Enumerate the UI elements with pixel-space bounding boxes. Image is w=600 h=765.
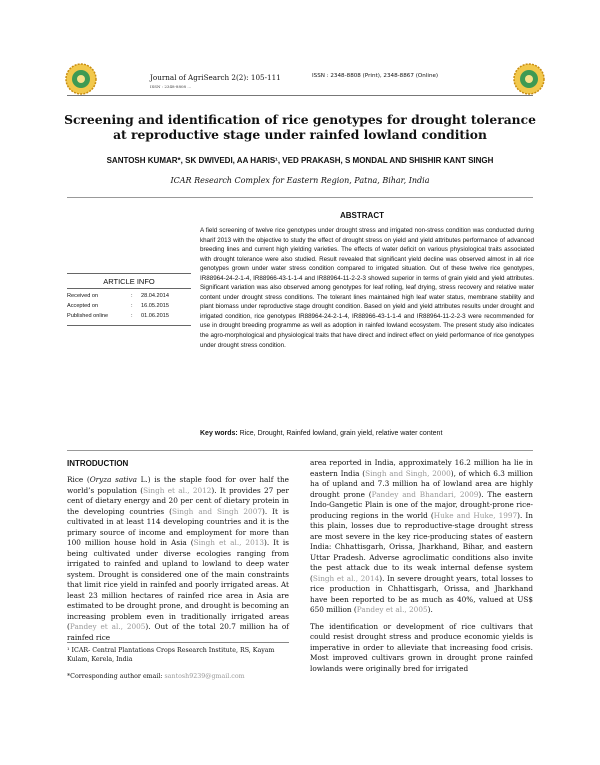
info-row-accepted	[67, 303, 191, 313]
info-colon: :	[131, 303, 133, 309]
corresponding-label: *Corresponding author email:	[67, 673, 165, 680]
body-text: ). Out of the total 20.7 million ha of rainfed rice	[67, 622, 289, 642]
body-text: L.) is the staple food for over half the world’s population (	[67, 475, 289, 495]
journal-citation: Journal of AgriSearch 2(2): 105-111	[150, 73, 281, 82]
citation-link[interactable]: Pandey et al., 2005	[356, 605, 428, 614]
info-row-received	[67, 293, 191, 303]
body-text: ), of which 6.3 million ha of upland and 7.3 million ha of lowland area are highly drought prone (	[310, 468, 534, 499]
info-colon: :	[131, 313, 133, 319]
corresponding-email-link[interactable]: santosh9239@gmail.com	[164, 673, 245, 680]
journal-subline: ISSN : 2348-8808 ...	[150, 84, 192, 89]
keywords	[200, 430, 534, 437]
species-name: Oryza sativa	[89, 475, 137, 484]
abstract-heading: ABSTRACT	[340, 211, 384, 220]
citation-link[interactable]: Singh et al., 2012	[143, 485, 212, 495]
journal-logo-right	[512, 62, 546, 96]
citation-link[interactable]: Pandey et al., 2005	[69, 622, 146, 631]
info-value: 01.06.2015	[141, 313, 169, 319]
citation-link[interactable]: Singh and Singh 2007	[171, 506, 262, 516]
body-column-right	[310, 458, 533, 674]
body-text: ). In severe drought years, total losses to rice production in Chhattisgarh, Orissa, and Jharkhand have been reported to be as much as 40%, valued at US$ 650 million (	[310, 573, 533, 614]
body-text: ). It is cultivated in at least 114 developing countries and it is the primary source of income and employment for more than 100 million house hold in Asia (	[67, 506, 289, 547]
keywords-divider	[67, 450, 533, 451]
journal-logo-left	[64, 62, 98, 96]
info-row-published	[67, 313, 191, 323]
journal-header	[150, 73, 281, 91]
citation-link[interactable]: Singh et al., 2014	[312, 573, 380, 583]
introduction-heading: INTRODUCTION	[67, 459, 129, 468]
keywords-label: Key words:	[200, 430, 238, 437]
info-label: Accepted on	[67, 303, 99, 309]
info-mid-rule	[67, 288, 191, 289]
title-divider	[67, 197, 533, 198]
info-value: 28.04.2014	[141, 293, 169, 299]
citation-link[interactable]: Huke and Huke, 1997	[433, 510, 518, 520]
citation-link[interactable]: Pandey and Bhandari, 2009	[371, 489, 479, 499]
body-text: Rice (	[67, 475, 90, 484]
body-text: ). It is being cultivated under diverse ecologies ranging from irrigated to rainfed and upland to lowland to deep water system. Drought is considered one of the main constraints that limit rice yield in rainfed and poorly irrigated areas. At least 23 million hectares of rainfed rice area in Asia are estimated to be drought prone, and drought is becoming an increasing problem even in traditionally irrigated areas (	[67, 538, 289, 631]
info-colon: :	[131, 293, 133, 299]
paper-title: Screening and identification of rice genotypes for drought tolerance at reproductive stage under rainfed lowland condition	[64, 112, 536, 142]
paragraph: The identification or development of rice cultivars that could resist drought stress and produce economic yields is imperative in order to alleviate that increasing food crisis. Most improved cultivars grown in drought prone rainfed lowlands were originally bred for irrigated	[310, 621, 533, 673]
header-divider	[67, 95, 533, 96]
body-column-left	[67, 475, 289, 643]
citation-link[interactable]: Singh et al., 2013	[193, 538, 265, 547]
info-label: Received on	[67, 293, 99, 299]
article-info-box	[67, 273, 191, 326]
body-text: ). In this plain, losses due to reproductive-stage drought stress are most severe in the key rice-producing states of eastern India: Chhattisgarh, Orissa, Jharkhand, Bihar, and eastern Uttar Pradesh. Adverse agroclimatic conditions also invite the pest attack due to its weak internal defense system (	[310, 510, 533, 583]
keywords-text: Rice, Drought, Rainfed lowland, grain yield, relative water content	[237, 430, 443, 437]
info-value: 16.05.2015	[141, 303, 169, 309]
paragraph	[310, 458, 533, 616]
article-info-heading: ARTICLE INFO	[103, 277, 155, 286]
body-text: ).	[427, 605, 433, 614]
footnote-correspondence	[67, 673, 289, 680]
info-label: Published online	[67, 313, 109, 319]
body-text: ). It provides 27 per cent of dietary energy and 20 per cent of dietary protein in the developing countries (	[67, 485, 289, 516]
footnote-affiliation: ¹ ICAR- Central Plantations Crops Research Institute, RS, Kayam Kulam, Kerela, India	[67, 647, 275, 663]
body-text: ). The eastern Indo-Gangetic Plain is one of the major, drought-prone rice-producing regions in the world (	[310, 489, 533, 520]
body-text: area reported in India, approximately 16.2 million ha lie in eastern India (	[310, 458, 533, 478]
footnote-divider	[67, 642, 289, 643]
author-list: SANTOSH KUMAR*, SK DWIVEDI, AA HARIS¹, VED PRAKASH, S MONDAL AND SHISHIR KANT SINGH	[106, 156, 494, 165]
issn-text: ISSN : 2348-8808 (Print), 2348-8867 (Online)	[312, 73, 439, 79]
info-bottom-rule	[67, 325, 191, 326]
abstract-text: A field screening of twelve rice genotypes under drought stress and irrigated non-stress condition was conducted during kharif 2013 with the objective to study the effect of drought stress on yield and yield attributes performance of advanced breeding lines and current high yielding varieties. The effects of water deficit on various physiological traits associated with drought tolerance were also studied. Result revealed that significant yield decline was observed almost in all rice genotypes grown under water stress condition compared to irrigated situation. Out of these twelve rice genotypes, IR88964-24-2-1-4, IR88966-43-1-1-4 and IR88964-11-2-2-3 showed superior in terms of grain yield and yield attributes. Significant variation was also observed among genotypes for leaf rolling, leaf drying, stress recovery and relative water content under drought stress conditions. The tolerant lines maintained high leaf water status, membrane stability and plant biomass under reproductive stage drought condition. Based on yield and yield attributes results under drought and irrigated condition, rice genotypes IR88964-24-2-1-4, IR88966-43-1-1-4 and IR88964-11-2-2-3 were recommended for use in drought breeding programme as well as adoption in rainfed lowland ecosystem. The present study also indicates the agro-morphological and physiological traits that have direct and indirect effect on yield performance of rice genotypes under drought stress condition.	[200, 227, 534, 349]
citation-link[interactable]: Singh and Singh, 2000	[365, 468, 451, 478]
affiliation: ICAR Research Complex for Eastern Region, Patna, Bihar, India	[170, 176, 430, 185]
